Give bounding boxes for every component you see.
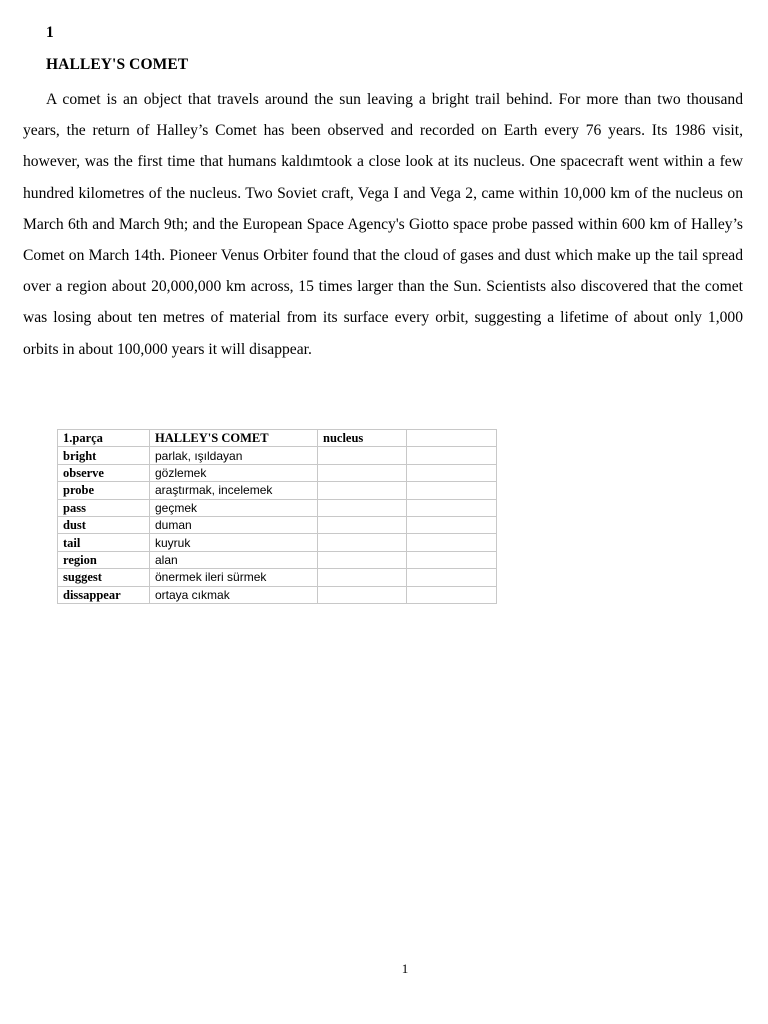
turkish-meaning: duman <box>150 516 318 533</box>
empty-cell <box>407 447 497 464</box>
empty-cell <box>407 551 497 568</box>
empty-cell <box>318 516 407 533</box>
header-cell: HALLEY'S COMET <box>150 430 318 447</box>
english-word: dust <box>58 516 150 533</box>
empty-cell <box>318 464 407 481</box>
header-cell: 1.parça <box>58 430 150 447</box>
english-word: dissappear <box>58 586 150 603</box>
english-word: probe <box>58 482 150 499</box>
empty-cell <box>407 499 497 516</box>
empty-cell <box>318 551 407 568</box>
document-title: HALLEY'S COMET <box>46 56 189 73</box>
english-word: pass <box>58 499 150 516</box>
turkish-meaning: önermek ileri sürmek <box>150 569 318 586</box>
vocabulary-table <box>57 429 497 604</box>
empty-cell <box>318 534 407 551</box>
table-row <box>58 534 497 551</box>
english-word: region <box>58 551 150 568</box>
empty-cell <box>407 586 497 603</box>
table-header-row <box>58 430 497 447</box>
empty-cell <box>318 586 407 603</box>
turkish-meaning: araştırmak, incelemek <box>150 482 318 499</box>
empty-cell <box>407 464 497 481</box>
header-cell <box>407 430 497 447</box>
empty-cell <box>318 447 407 464</box>
turkish-meaning: alan <box>150 551 318 568</box>
empty-cell <box>318 482 407 499</box>
empty-cell <box>318 499 407 516</box>
table-row <box>58 464 497 481</box>
table-row <box>58 586 497 603</box>
header-cell: nucleus <box>318 430 407 447</box>
turkish-meaning: ortaya cıkmak <box>150 586 318 603</box>
table-row <box>58 447 497 464</box>
section-number: 1 <box>46 24 54 41</box>
table-row <box>58 482 497 499</box>
empty-cell <box>407 516 497 533</box>
table-row <box>58 516 497 533</box>
page-number: 1 <box>401 961 409 976</box>
empty-cell <box>407 569 497 586</box>
english-word: bright <box>58 447 150 464</box>
turkish-meaning: geçmek <box>150 499 318 516</box>
table-row <box>58 499 497 516</box>
english-word: suggest <box>58 569 150 586</box>
table-row <box>58 569 497 586</box>
turkish-meaning: parlak, ışıldayan <box>150 447 318 464</box>
turkish-meaning: gözlemek <box>150 464 318 481</box>
empty-cell <box>407 534 497 551</box>
body-paragraph: A comet is an object that travels around the sun leaving a bright trail behind. For more than two thousand years, the return of Halley’s Comet has been observed and recorded on Earth every 76 years. Its 1986 visit, however, was the first time that humans kaldımtook a close look at its nucleus. One spacecraft went within a few hundred kilometres of the nucleus. Two Soviet craft, Vega I and Vega 2, came within 10,000 km of the nucleus on March 6th and March 9th; and the European Space Agency's Giotto space probe passed within 600 km of Halley’s Comet on March 14th. Pioneer Venus Orbiter found that the cloud of gases and dust which make up the tail spread over a region about 20,000,000 km across, 15 times larger than the Sun. Scientists also discovered that the comet was losing about ten metres of material from its surface every orbit, suggesting a lifetime of about only 1,000 orbits in about 100,000 years it will disappear. <box>23 91 743 358</box>
empty-cell <box>318 569 407 586</box>
empty-cell <box>407 482 497 499</box>
turkish-meaning: kuyruk <box>150 534 318 551</box>
english-word: observe <box>58 464 150 481</box>
english-word: tail <box>58 534 150 551</box>
table-row <box>58 551 497 568</box>
